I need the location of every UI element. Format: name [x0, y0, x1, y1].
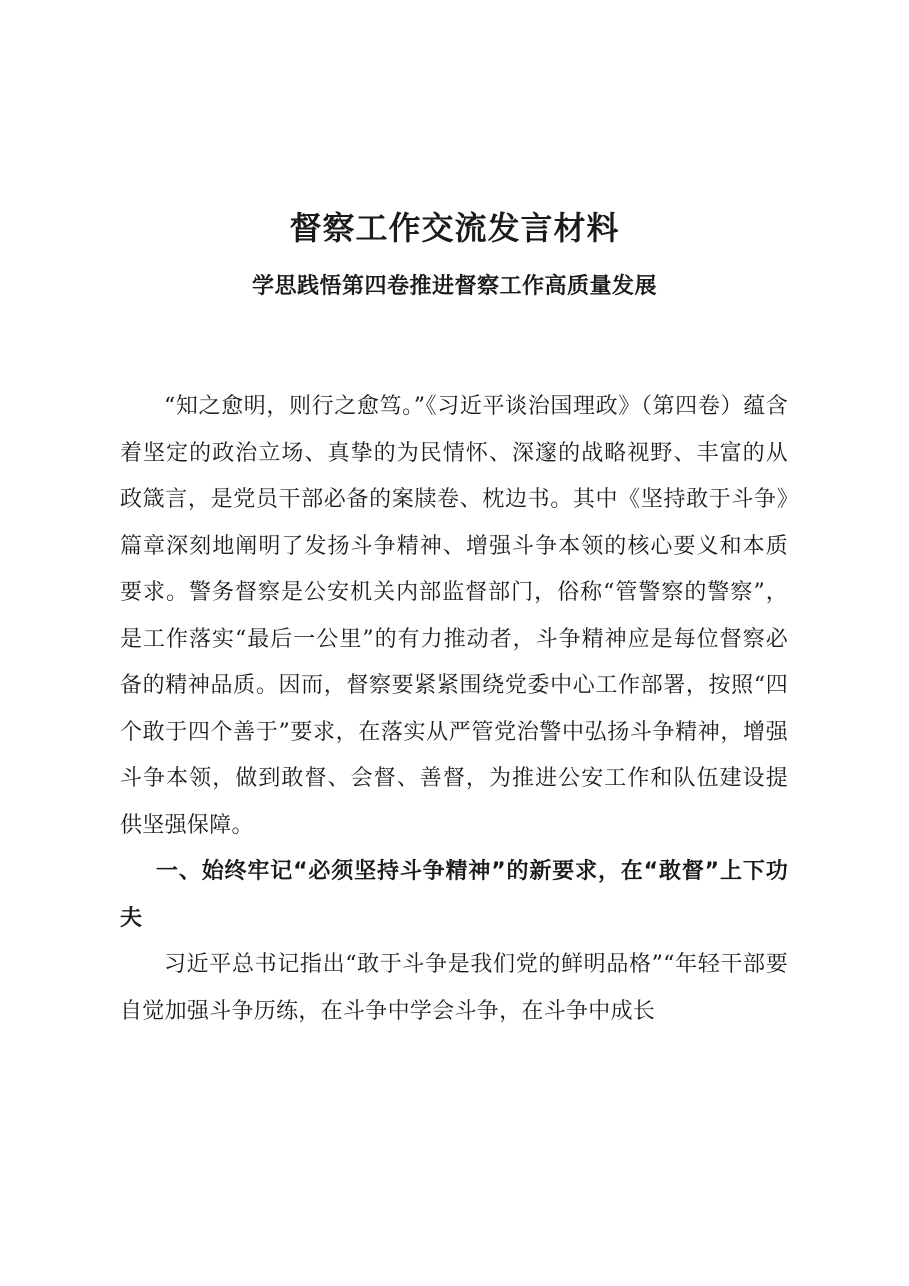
document-subtitle: 学思践悟第四卷推进督察工作高质量发展: [251, 274, 657, 299]
intro-paragraph: “知之愈明，则行之愈笃。”《习近平谈治国理政》（第四卷）蕴含着坚定的政治立场、真挚的为民情怀、深邃的战略视野、丰富的从政箴言，是党员干部必备的案牍卷、枕边书。其中《坚持敢于斗争》篇章深刻地阐明了发扬斗争精神、增强斗争本领的核心要义和本质要求。警务督察是公安机关内部监督部门，俗称“管警察的警察”，是工作落实“最后一公里”的有力推动者，斗争精神应是每位督察必备的精神品质。因而，督察要紧紧围绕党委中心工作部署，按照“四个敢于四个善于”要求，在落实从严管党治警中弘扬斗争精神，增强斗争本领，做到敢督、会督、善督，为推进公安工作和队伍建设提供坚强保障。: [120, 394, 788, 838]
document-title: 督察工作交流发言材料: [289, 209, 620, 247]
document-body: [120, 384, 788, 1035]
section-1-paragraph: 习近平总书记指出“敢于斗争是我们党的鲜明品格”“年轻干部要自觉加强斗争历练，在斗争中学会斗争，在斗争中成长: [120, 952, 788, 1024]
section-1-heading: 一、始终牢记“必须坚持斗争精神”的新要求，在“敢督”上下功夫: [120, 859, 788, 931]
